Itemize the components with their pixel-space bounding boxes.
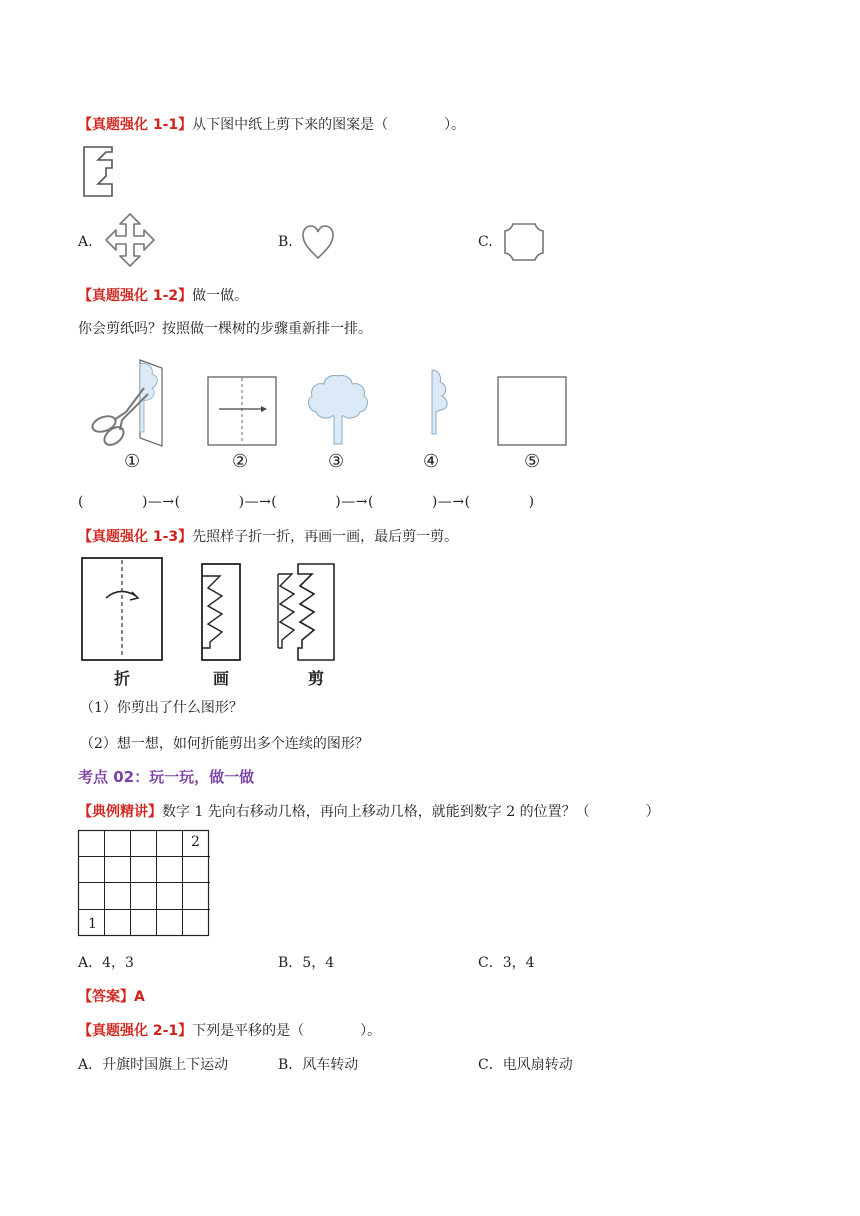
blank-square-figure xyxy=(497,376,569,448)
answer-tag: 【答案】 xyxy=(78,989,134,1005)
scissors-cutting-figure xyxy=(88,358,178,450)
q2-1-option-a[interactable]: A．升旗时国旗上下运动 xyxy=(78,1057,229,1073)
cut-figure xyxy=(274,562,338,662)
q1-1-option-b-label: B. xyxy=(278,234,293,250)
tree-figure xyxy=(304,372,372,446)
q1-1-option-a-label: A. xyxy=(78,234,93,250)
four-arrow-cross-icon[interactable] xyxy=(104,212,156,268)
step-3-label: ③ xyxy=(328,451,345,472)
example-line xyxy=(78,801,660,821)
step-5-label: ⑤ xyxy=(524,451,541,472)
caption-cut: 剪 xyxy=(308,669,325,688)
movement-grid xyxy=(78,830,210,936)
q2-1-tag: 【真题强化 2-1】 xyxy=(78,1023,193,1039)
example-option-c[interactable]: C．3，4 xyxy=(478,955,535,971)
example-tag: 【典例精讲】 xyxy=(78,804,162,820)
q1-3-sub2: （2）想一想，如何折能剪出多个连续的图形？ xyxy=(80,736,369,752)
q1-3-line xyxy=(78,526,458,546)
step-sequence-blanks[interactable]: ( )—→( )—→( )—→( )—→( ) xyxy=(78,494,535,510)
notched-octagon-icon[interactable] xyxy=(503,222,545,262)
example-question: 数字 1 先向右移动几格，再向上移动几格，就能到数字 2 的位置？（ ） xyxy=(162,804,660,820)
q1-1-option-c-label: C. xyxy=(478,234,493,250)
answer-value: A xyxy=(134,989,145,1005)
q2-1-option-c[interactable]: C．电风扇转动 xyxy=(478,1057,573,1073)
grid-label-2: 2 xyxy=(191,834,200,850)
q1-3-tag: 【真题强化 1-3】 xyxy=(78,529,193,545)
q1-2-line xyxy=(78,285,248,305)
answer-line xyxy=(78,986,145,1006)
q1-3-question: 先照样子折一折，再画一画，最后剪一剪。 xyxy=(192,529,459,545)
q2-1-line xyxy=(78,1020,381,1040)
q1-2-subtext: 你会剪纸吗？按照做一棵树的步骤重新排一排。 xyxy=(78,321,372,337)
grid-label-1: 1 xyxy=(88,916,97,932)
heart-icon[interactable] xyxy=(301,224,335,260)
caption-fold: 折 xyxy=(114,669,131,688)
fold-figure xyxy=(80,556,166,662)
step-2-label: ② xyxy=(232,451,249,472)
example-option-b[interactable]: B．5，4 xyxy=(278,955,335,971)
q1-2-question: 做一做。 xyxy=(192,288,249,304)
caption-draw: 画 xyxy=(213,669,230,688)
folded-paper-figure xyxy=(82,146,116,198)
q2-1-question: 下列是平移的是（ ）。 xyxy=(192,1023,382,1039)
q1-1-question: 从下图中纸上剪下来的图案是（ ）。 xyxy=(192,117,466,133)
q1-3-sub1: （1）你剪出了什么图形？ xyxy=(80,700,243,716)
half-tree-figure xyxy=(426,368,466,438)
q2-1-option-b[interactable]: B．风车转动 xyxy=(278,1057,359,1073)
draw-figure xyxy=(196,562,244,662)
section-title: 考点 02：玩一玩，做一做 xyxy=(78,768,255,786)
q1-2-tag: 【真题强化 1-2】 xyxy=(78,288,193,304)
folded-square-figure xyxy=(207,376,279,448)
step-4-label: ④ xyxy=(423,451,440,472)
q1-1-line xyxy=(78,114,465,134)
example-option-a[interactable]: A．4，3 xyxy=(78,955,134,971)
q1-1-tag: 【真题强化 1-1】 xyxy=(78,117,193,133)
step-1-label: ① xyxy=(124,451,141,472)
